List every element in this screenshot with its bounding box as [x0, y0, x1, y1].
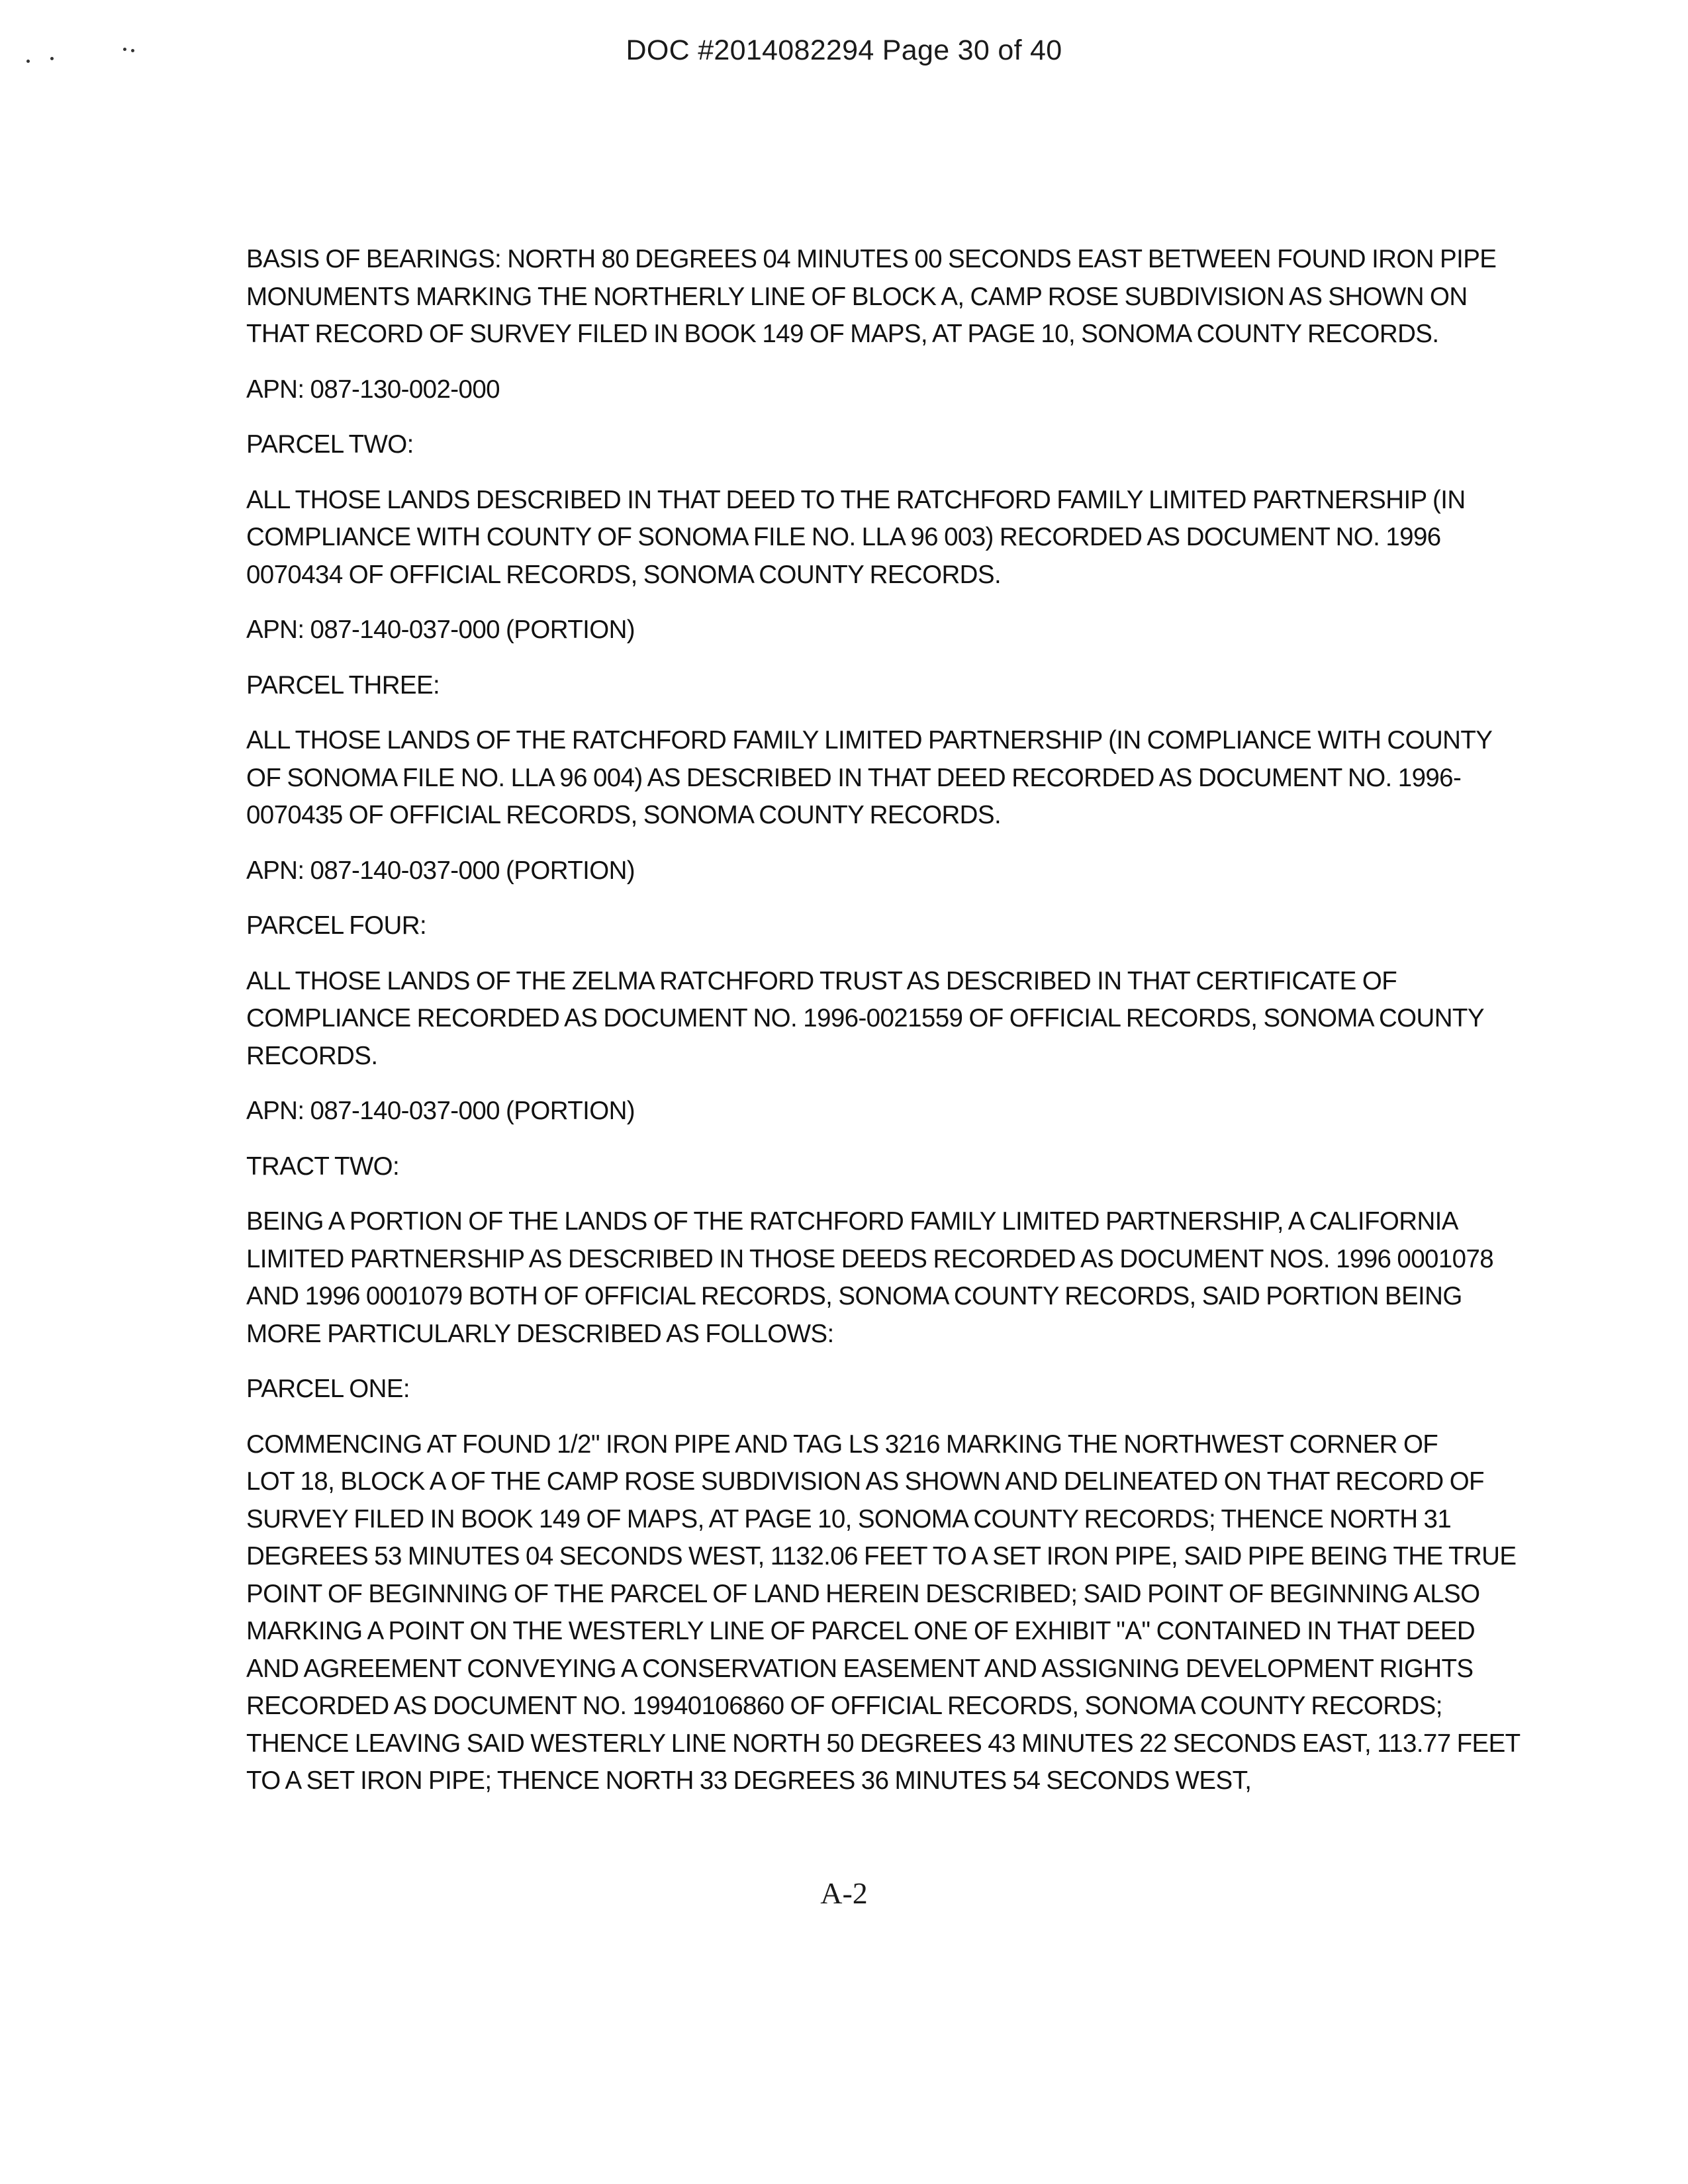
text-line: COMMENCING AT FOUND 1/2" IRON PIPE AND TAG LS 3216 MARKING THE NORTHWEST CORNER OF [246, 1430, 1438, 1459]
text-line: POINT OF BEGINNING OF THE PARCEL OF LAND HEREIN DESCRIBED; SAID POINT OF BEGINNING ALSO [246, 1579, 1480, 1608]
text-line: AND AGREEMENT CONVEYING A CONSERVATION EASEMENT AND ASSIGNING DEVELOPMENT RIGHTS [246, 1654, 1474, 1683]
paragraph [246, 1093, 1477, 1130]
text-line: ALL THOSE LANDS DESCRIBED IN THAT DEED TO THE RATCHFORD FAMILY LIMITED PARTNERSHIP (IN [246, 485, 1466, 514]
paragraph [246, 482, 1477, 594]
text-line: RECORDS. [246, 1041, 378, 1070]
text-line: OF SONOMA FILE NO. LLA 96 004) AS DESCRIBED IN THAT DEED RECORDED AS DOCUMENT NO. 1996- [246, 763, 1462, 792]
paragraph [246, 963, 1484, 1075]
paragraph [246, 667, 1477, 705]
text-line: RECORDED AS DOCUMENT NO. 19940106860 OF OFFICIAL RECORDS, SONOMA COUNTY RECORDS; [246, 1692, 1442, 1720]
document-body [246, 241, 1521, 1818]
paragraph [246, 1148, 1477, 1186]
text-line: BASIS OF BEARINGS: NORTH 80 DEGREES 04 MINUTES 00 SECONDS EAST BETWEEN FOUND IRON PIPE [246, 245, 1497, 273]
paragraph [246, 907, 1477, 945]
text-line: 0070435 OF OFFICIAL RECORDS, SONOMA COUNTY RECORDS. [246, 801, 1002, 829]
text-line: MONUMENTS MARKING THE NORTHERLY LINE OF BLOCK A, CAMP ROSE SUBDIVISION AS SHOWN ON [246, 282, 1468, 311]
text-line: MARKING A POINT ON THE WESTERLY LINE OF PARCEL ONE OF EXHIBIT "A" CONTAINED IN THAT DEED [246, 1617, 1476, 1645]
text-line: COMPLIANCE RECORDED AS DOCUMENT NO. 1996-0021559 OF OFFICIAL RECORDS, SONOMA COUNTY [246, 1004, 1484, 1032]
text-line: APN: 087-140-037-000 (PORTION) [246, 1097, 635, 1125]
paragraph [246, 371, 1477, 409]
text-line: TRACT TWO: [246, 1152, 400, 1181]
text-line: PARCEL FOUR: [246, 911, 427, 940]
text-line: ALL THOSE LANDS OF THE RATCHFORD FAMILY LIMITED PARTNERSHIP (IN COMPLIANCE WITH COUNTY [246, 726, 1493, 754]
text-line: DEGREES 53 MINUTES 04 SECONDS WEST, 1132.06 FEET TO A SET IRON PIPE, SAID PIPE BEING THE TRUE [246, 1542, 1517, 1570]
text-line: LOT 18, BLOCK A OF THE CAMP ROSE SUBDIVISION AS SHOWN AND DELINEATED ON THAT RECORD OF [246, 1467, 1484, 1496]
text-line: APN: 087-140-037-000 (PORTION) [246, 856, 635, 885]
text-line: MORE PARTICULARLY DESCRIBED AS FOLLOWS: [246, 1319, 834, 1348]
paragraph [246, 722, 1493, 835]
paragraph [246, 1371, 1477, 1408]
text-line: THENCE LEAVING SAID WESTERLY LINE NORTH 50 DEGREES 43 MINUTES 22 SECONDS EAST, 113.77 FEET [246, 1729, 1521, 1758]
document-header: DOC #2014082294 Page 30 of 40 [626, 34, 1062, 66]
paragraph [246, 1426, 1521, 1800]
text-line: AND 1996 0001079 BOTH OF OFFICIAL RECORDS, SONOMA COUNTY RECORDS, SAID PORTION BEING [246, 1282, 1462, 1310]
text-line: ALL THOSE LANDS OF THE ZELMA RATCHFORD TRUST AS DESCRIBED IN THAT CERTIFICATE OF [246, 966, 1397, 995]
paragraph [246, 852, 1477, 890]
text-line: LIMITED PARTNERSHIP AS DESCRIBED IN THOSE DEEDS RECORDED AS DOCUMENT NOS. 1996 0001078 [246, 1244, 1494, 1273]
paragraph [246, 426, 1477, 464]
text-line: PARCEL ONE: [246, 1375, 410, 1403]
text-line: TO A SET IRON PIPE; THENCE NORTH 33 DEGREES 36 MINUTES 54 SECONDS WEST, [246, 1766, 1252, 1795]
text-line: BEING A PORTION OF THE LANDS OF THE RATCHFORD FAMILY LIMITED PARTNERSHIP, A CALIFORNIA [246, 1207, 1458, 1236]
text-line: APN: 087-140-037-000 (PORTION) [246, 615, 635, 644]
text-line: SURVEY FILED IN BOOK 149 OF MAPS, AT PAGE 10, SONOMA COUNTY RECORDS; THENCE NORTH 31 [246, 1504, 1452, 1533]
paragraph [246, 612, 1477, 649]
text-line: APN: 087-130-002-000 [246, 375, 500, 404]
text-line: THAT RECORD OF SURVEY FILED IN BOOK 149 OF MAPS, AT PAGE 10, SONOMA COUNTY RECORDS. [246, 320, 1439, 348]
text-line: 0070434 OF OFFICIAL RECORDS, SONOMA COUNTY RECORDS. [246, 560, 1002, 589]
text-line: COMPLIANCE WITH COUNTY OF SONOMA FILE NO. LLA 96 003) RECORDED AS DOCUMENT NO. 1996 [246, 523, 1441, 551]
text-line: PARCEL TWO: [246, 430, 414, 459]
page-label: A-2 [820, 1876, 868, 1910]
text-line: PARCEL THREE: [246, 670, 440, 700]
paragraph [246, 1203, 1494, 1353]
paragraph [246, 241, 1497, 353]
